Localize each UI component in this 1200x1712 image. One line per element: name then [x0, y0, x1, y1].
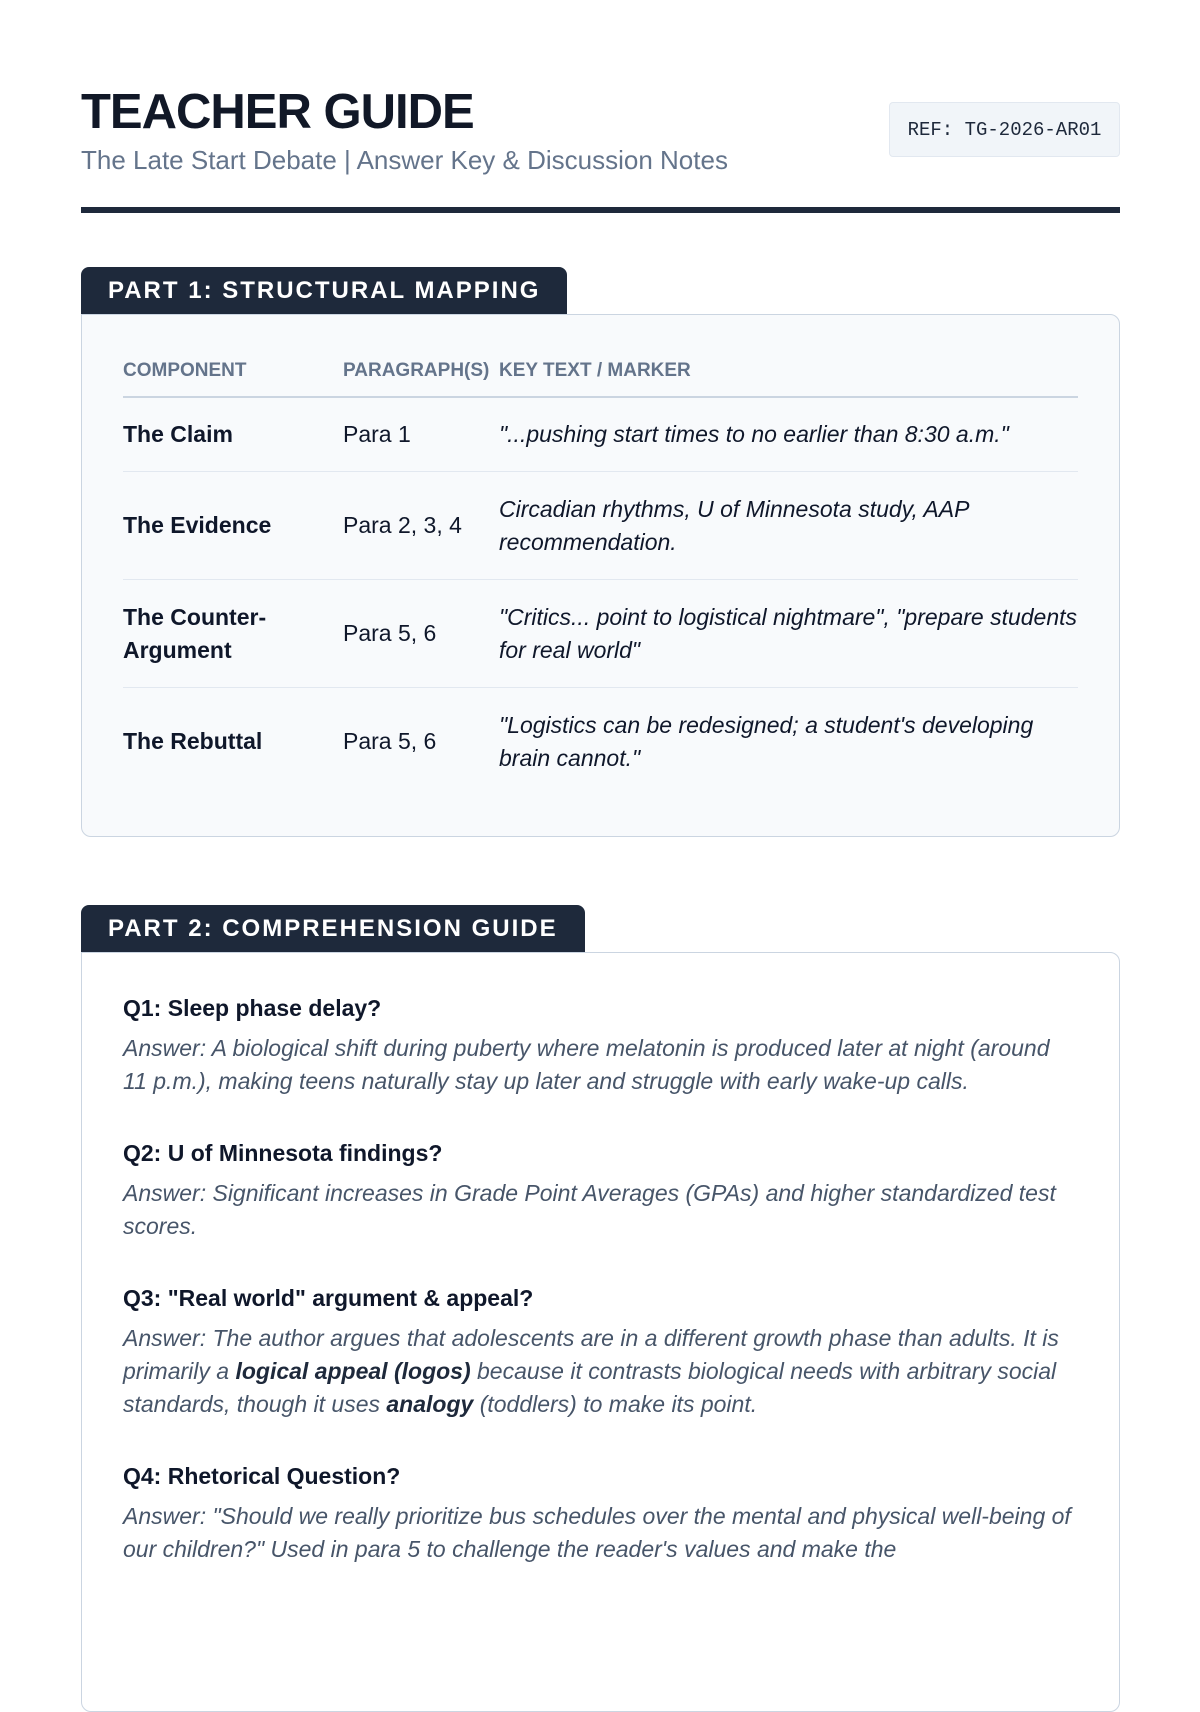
paragraph-cell: Para 5, 6: [343, 728, 437, 754]
column-header: KEY TEXT / MARKER: [499, 346, 1078, 397]
column-header: PARAGRAPH(S): [343, 346, 499, 397]
reference-badge: REF: TG-2026-AR01: [889, 102, 1120, 157]
question-text: Q3: "Real world" argument & appeal?: [123, 1285, 534, 1311]
table-row: [123, 580, 1078, 688]
structural-mapping-table: [123, 346, 1078, 795]
table-row: [123, 397, 1078, 472]
structural-mapping-section: [81, 267, 1120, 837]
key-text-cell: Circadian rhythms, U of Minnesota study, AAP recommendation.: [499, 472, 1078, 580]
table-row: [123, 688, 1078, 796]
answer-emphasis: logical appeal (logos): [235, 1358, 471, 1384]
component-cell: The Counter-Argument: [123, 580, 343, 688]
key-text-cell: "Critics... point to logistical nightmare", "prepare students for real world": [499, 580, 1078, 688]
answer-text-part: Answer: The author argues that adolescents are in a different growth phase than adults. It is primarily a: [123, 1325, 1059, 1384]
question-block: [123, 993, 1078, 1098]
section-heading: PART 2: COMPREHENSION GUIDE: [81, 905, 585, 952]
section-panel: [81, 314, 1120, 837]
paragraph-cell: Para 2, 3, 4: [343, 472, 499, 580]
header-divider: [81, 207, 1120, 213]
question-text: Q1: Sleep phase delay?: [123, 995, 382, 1021]
section-heading: PART 1: STRUCTURAL MAPPING: [81, 267, 567, 314]
question-text: Q2: U of Minnesota findings?: [123, 1140, 443, 1166]
column-header: COMPONENT: [123, 346, 343, 397]
page-header: [81, 0, 1120, 212]
key-text-cell: "Logistics can be redesigned; a student's developing brain cannot.": [499, 711, 1034, 771]
page-subtitle: The Late Start Debate | Answer Key & Discussion Notes: [81, 145, 728, 175]
page-title: TEACHER GUIDE: [81, 85, 474, 139]
answer-emphasis: analogy: [386, 1391, 474, 1417]
key-text-cell: "...pushing start times to no earlier than 8:30 a.m.": [499, 397, 1078, 472]
question-text: Q4: Rhetorical Question?: [123, 1463, 401, 1489]
question-block: [123, 1138, 1078, 1243]
component-cell: The Evidence: [123, 472, 343, 580]
answer-text: Answer: A biological shift during puberty where melatonin is produced later at night (around 11 p.m.), making teens naturally stay up later and struggle with early wake-up calls.: [123, 1035, 1050, 1094]
answer-text: [123, 1322, 1078, 1421]
answer-text: Answer: "Should we really prioritize bus schedules over the mental and physical well-being of our children?" Used in para 5 to challenge the reader's values and make the: [123, 1503, 1071, 1562]
paragraph-cell: Para 1: [343, 397, 499, 472]
comprehension-guide-section: [81, 905, 1120, 1712]
question-block: [123, 1461, 1078, 1566]
component-cell: The Claim: [123, 397, 343, 472]
table-header-row: [123, 346, 1078, 397]
table-row: [123, 472, 1078, 580]
answer-text-part: because it contrasts biological needs with arbitrary social standards, though it uses: [123, 1358, 1057, 1417]
answer-text-part: (toddlers) to make its point.: [473, 1391, 758, 1417]
teacher-guide-page: [81, 0, 1120, 1562]
question-block: [123, 1283, 1078, 1421]
component-cell: The Rebuttal: [123, 728, 263, 754]
paragraph-cell: Para 5, 6: [343, 580, 499, 688]
answer-text: Answer: Significant increases in Grade Point Averages (GPAs) and higher standardized test scores.: [123, 1180, 1056, 1239]
section-panel: [81, 952, 1120, 1712]
